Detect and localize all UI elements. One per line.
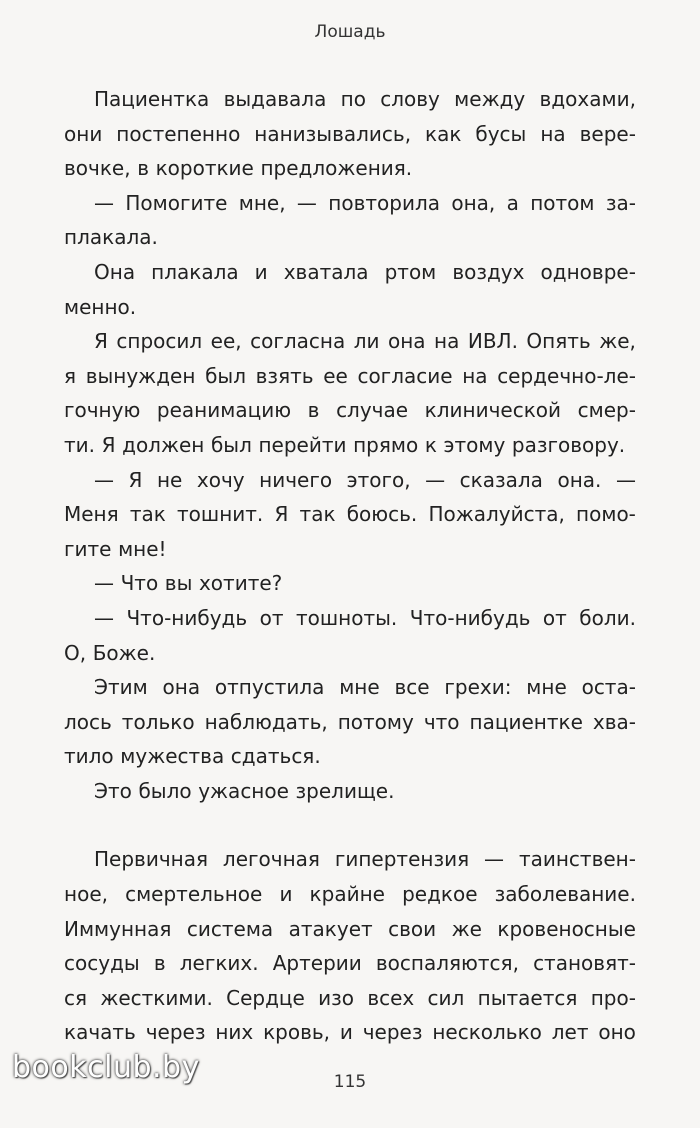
word: ли [353, 329, 380, 354]
word: становят- [533, 951, 636, 976]
word: и [339, 1020, 353, 1045]
word: заболевание. [494, 882, 636, 907]
word: менно. [64, 294, 137, 319]
word: тило [64, 744, 114, 769]
word: было [138, 778, 192, 803]
word: к [424, 432, 437, 457]
text-line [64, 82, 636, 117]
word: кровь, [263, 1020, 331, 1045]
word: она, [451, 190, 496, 215]
word: только [121, 709, 195, 734]
word: изо [318, 985, 355, 1010]
word: за- [605, 190, 636, 215]
word: Пожалуйста, [428, 502, 565, 527]
word: тошнит. [177, 502, 264, 527]
word: всех [367, 985, 415, 1010]
word: Боже. [92, 640, 156, 665]
word: потом [530, 190, 595, 215]
word: оста- [581, 675, 636, 700]
word: Что [120, 571, 159, 596]
word: на [434, 329, 460, 354]
word: — [94, 467, 114, 492]
word: через [145, 1020, 206, 1045]
word: Первичная [94, 847, 209, 872]
word: отпустила [214, 675, 325, 700]
text-line [64, 842, 636, 877]
word: все [394, 675, 430, 700]
word: перейти [258, 432, 347, 457]
word: сердечно-ле- [497, 363, 636, 388]
word: плакала [151, 259, 239, 284]
word: тошноты. [295, 605, 398, 630]
word: О, [64, 640, 87, 665]
text-line [64, 739, 636, 774]
word: в [307, 398, 320, 423]
word: мне, [238, 190, 286, 215]
word: Помогите [125, 190, 228, 215]
word: наблюдать, [204, 709, 328, 734]
word: как [425, 121, 462, 146]
word: пытается [477, 985, 578, 1010]
word: должен [122, 432, 205, 457]
text-line [64, 463, 636, 498]
text-line [64, 912, 636, 947]
word: Пациентка [94, 87, 210, 111]
word: воспаляются, [375, 951, 519, 976]
text-line [64, 497, 636, 532]
word: вере- [579, 121, 636, 146]
word: прямо [353, 432, 419, 457]
word: зрелище. [295, 778, 395, 803]
word: крайне [309, 882, 385, 907]
word: короткие [155, 156, 254, 181]
text-line [64, 117, 636, 152]
word: постепенно [116, 121, 241, 146]
word: взять [255, 363, 314, 388]
word: они [64, 121, 103, 146]
text-line [64, 393, 636, 428]
word: хва- [592, 709, 636, 734]
word: плакала. [64, 225, 158, 250]
word: не [156, 467, 183, 492]
text-line [64, 774, 636, 809]
word: от [542, 605, 567, 630]
text-line [64, 705, 636, 740]
word: Иммунная [64, 916, 172, 941]
word: ее [323, 363, 348, 388]
word: качать [64, 1020, 136, 1045]
word: нанизывались, [254, 121, 412, 146]
word: лет [551, 1020, 589, 1045]
word: — [94, 190, 114, 215]
word: мне [526, 675, 567, 700]
word: слову [380, 87, 440, 111]
word: мужества [120, 744, 225, 769]
word: грехи: [444, 675, 512, 700]
word: атакует [288, 916, 373, 941]
text-line [64, 877, 636, 912]
word: так [299, 502, 336, 527]
word: мне! [118, 536, 167, 561]
word: легких. [179, 951, 259, 976]
word: вдохами, [539, 87, 636, 111]
text-line [64, 428, 636, 463]
word: и [254, 259, 268, 284]
text-line [64, 566, 636, 601]
word: ти. [64, 432, 96, 457]
text-line [64, 532, 636, 567]
word: предложения. [260, 156, 413, 181]
word: хотите? [198, 571, 283, 596]
word: вы [164, 571, 193, 596]
word: она [387, 329, 426, 354]
word: свои [388, 916, 437, 941]
word: Меня [64, 502, 119, 527]
word: согласие [357, 363, 453, 388]
word: она [162, 675, 201, 700]
word: на [540, 121, 566, 146]
word: — [484, 847, 505, 872]
word: Это [94, 778, 132, 803]
word: разговору. [511, 432, 626, 457]
word: же, [599, 329, 636, 354]
word: Артерии [272, 951, 362, 976]
text-line [64, 1015, 636, 1050]
word: — [296, 190, 317, 215]
word: Опять [526, 329, 591, 354]
word: Я [274, 502, 289, 527]
word: боюсь. [346, 502, 418, 527]
word: вынужден [85, 363, 196, 388]
word: что [423, 709, 460, 734]
word: смер- [577, 398, 636, 423]
word: ее, [210, 329, 242, 354]
word: лось [64, 709, 112, 734]
word: она. [557, 467, 602, 492]
text-line [64, 670, 636, 705]
word: сил [427, 985, 465, 1010]
word: ИВЛ. [467, 329, 518, 354]
text-line [64, 601, 636, 636]
word: оно [598, 1020, 636, 1045]
word: — [615, 467, 636, 492]
word: легочная [222, 847, 320, 872]
word: так [129, 502, 166, 527]
word: повторила [328, 190, 440, 215]
word: ничего [259, 467, 333, 492]
word: Я [101, 432, 116, 457]
word: был [210, 432, 252, 457]
text-line [64, 290, 636, 325]
page-number: 115 [333, 1072, 367, 1092]
body-text [64, 82, 636, 1050]
word: же [451, 916, 482, 941]
word: через [362, 1020, 423, 1045]
word: — [425, 467, 446, 492]
word: этому [443, 432, 506, 457]
word: случае [336, 398, 409, 423]
text-line [64, 324, 636, 359]
word: спросил [116, 329, 203, 354]
word: жесткими. [100, 985, 213, 1010]
word: ся [64, 985, 88, 1010]
word: в [137, 156, 149, 181]
word: сказала [459, 467, 543, 492]
word: Я [94, 329, 108, 354]
word: боли. [579, 605, 636, 630]
word: про- [590, 985, 636, 1010]
word: гипертензия [334, 847, 470, 872]
word: мне [339, 675, 380, 700]
word: согласна [250, 329, 346, 354]
word: вочке, [64, 156, 131, 181]
watermark-logo: bookclub.by [12, 1050, 200, 1085]
word: бусы [475, 121, 527, 146]
word: я [64, 363, 77, 388]
text-line [64, 220, 636, 255]
word: сдаться. [230, 744, 321, 769]
word: в [153, 951, 166, 976]
word: сосуды [64, 951, 140, 976]
word: система [186, 916, 274, 941]
word: от [259, 605, 284, 630]
word: помо- [576, 502, 636, 527]
word: — [94, 571, 114, 596]
text-line [64, 946, 636, 981]
word: между [454, 87, 526, 111]
text-line [64, 981, 636, 1016]
word: Сердце [226, 985, 305, 1010]
word: гите [64, 536, 112, 561]
word: ное, [64, 882, 108, 907]
word: реанимацию [156, 398, 292, 423]
word: хватала [283, 259, 369, 284]
word: них [215, 1020, 254, 1045]
word: Этим [94, 675, 148, 700]
word: несколько [432, 1020, 542, 1045]
word: одновре- [540, 259, 636, 284]
word: был [205, 363, 246, 388]
text-line [64, 359, 636, 394]
word: гочную [64, 398, 141, 423]
word: Что-нибудь [409, 605, 531, 630]
word: — [94, 605, 114, 630]
word: клинической [424, 398, 562, 423]
text-line [64, 186, 636, 221]
word: выдавала [223, 87, 327, 111]
word: редкое [402, 882, 478, 907]
text-line [64, 636, 636, 671]
word: Что-нибудь [126, 605, 248, 630]
word: воздух [452, 259, 525, 284]
word: этого, [346, 467, 411, 492]
word: Она [94, 259, 136, 284]
word: кровеносные [497, 916, 636, 941]
word: таинствен- [518, 847, 636, 872]
word: на [462, 363, 488, 388]
text-line [64, 255, 636, 290]
text-line [64, 151, 636, 186]
word: Я [128, 467, 143, 492]
word: хочу [196, 467, 245, 492]
word: и [279, 882, 293, 907]
word: смертельное [125, 882, 263, 907]
word: потому [337, 709, 414, 734]
word: пациентке [469, 709, 583, 734]
word: а [506, 190, 519, 215]
word: по [340, 87, 366, 111]
running-head: Лошадь [314, 22, 386, 42]
word: ртом [384, 259, 437, 284]
word: ужасное [198, 778, 289, 803]
